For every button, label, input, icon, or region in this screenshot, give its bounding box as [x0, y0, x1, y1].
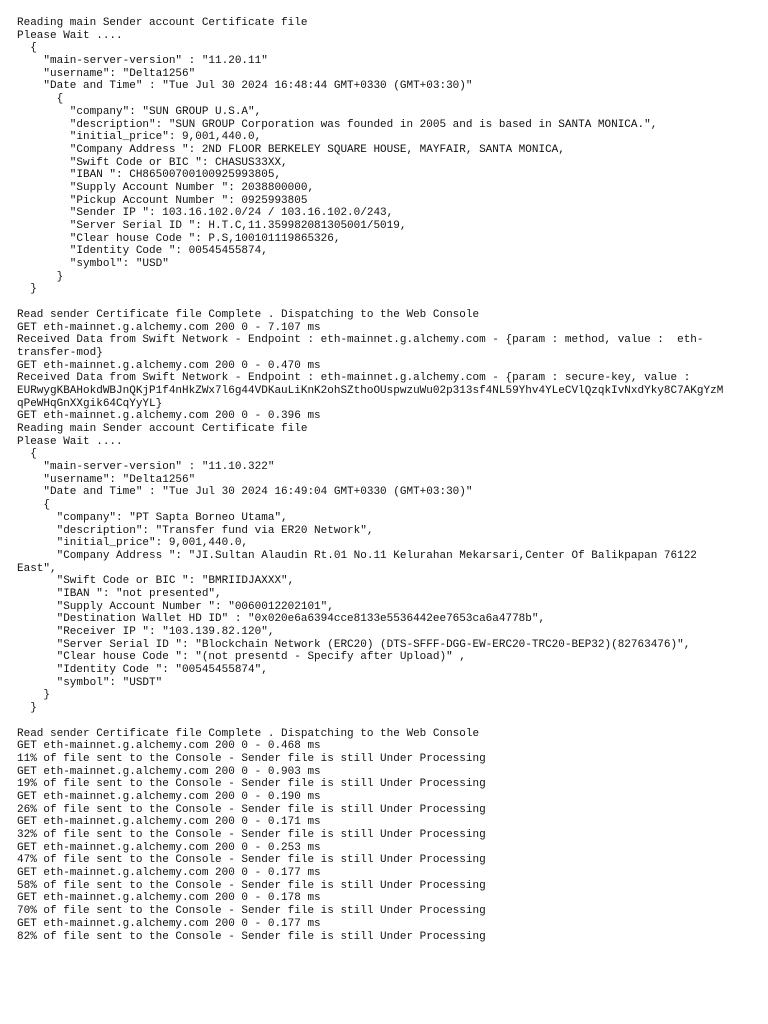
console-line: 11% of file sent to the Console - Sender file is still Under Processing: [17, 752, 486, 765]
console-line: "Sender IP ": 103.16.102.0/24 / 103.16.102.0/243,: [17, 207, 394, 220]
console-line: 82% of file sent to the Console - Sender file is still Under Processing: [17, 930, 486, 943]
console-line: "Supply Account Number ": 2038800000,: [17, 181, 315, 194]
console-line: }: [17, 283, 37, 296]
console-line: "Receiver IP ": "103.139.82.120",: [17, 626, 275, 638]
console-line: GET eth-mainnet.g.alchemy.com 200 0 - 0.253 ms: [17, 841, 321, 854]
console-line: "username": "Delta1256": [17, 67, 196, 80]
console-line: GET eth-mainnet.g.alchemy.com 200 0 - 0.190 ms: [17, 790, 321, 803]
console-line: 32% of file sent to the Console - Sender file is still Under Processing: [17, 829, 486, 841]
console-line: [17, 296, 751, 309]
console-line: "main-server-version" : "11.20.11": [17, 55, 268, 68]
console-line: }: [17, 702, 37, 715]
console-line: GET eth-mainnet.g.alchemy.com 200 0 - 0.178 ms: [17, 892, 321, 905]
console-line: "symbol": "USD": [17, 258, 169, 271]
console-line: "Identity Code ": 00545455874,: [17, 245, 268, 258]
console-line: "Server Serial ID ": "Blockchain Network (ERC20) (DTS-SFFF-DGG-EW-ERC20-TRC20-BEP32)(82763476)",: [17, 638, 691, 651]
console-line: Reading main Sender account Certificate file: [17, 17, 308, 29]
console-line: }: [17, 270, 64, 283]
console-line: Please Wait ....: [17, 29, 123, 42]
console-line: "IBAN ": CH86500700100925993805,: [17, 169, 282, 182]
console-line: "initial_price": 9,001,440.0,: [17, 131, 262, 144]
console-line: "main-server-version" : "11.10.322": [17, 461, 275, 474]
console-line: "Swift Code or BIC ": CHASUS33XX,: [17, 156, 288, 169]
console-line: GET eth-mainnet.g.alchemy.com 200 0 - 0.903 ms: [17, 765, 321, 778]
console-line: "IBAN ": "not presented",: [17, 587, 222, 600]
console-line: Received Data from Swift Network - Endpoint : eth-mainnet.g.alchemy.com - {param : method, value : eth-: [17, 334, 704, 347]
console-line: {: [17, 42, 37, 55]
console-line: qPeWHqGnXXgik64CqYyYL}: [17, 397, 163, 410]
console-line: "Date and Time" : "Tue Jul 30 2024 16:48:44 GMT+0330 (GMT+03:30)": [17, 80, 473, 93]
console-line: GET eth-mainnet.g.alchemy.com 200 0 - 0.177 ms: [17, 867, 321, 880]
console-line: GET eth-mainnet.g.alchemy.com 200 0 - 7.107 ms: [17, 321, 321, 334]
console-line: "Company Address ": "JI.Sultan Alaudin Rt.01 No.11 Kelurahan Mekarsari,Center Of Balikpapan 76122: [17, 549, 697, 562]
console-line: }: [17, 689, 51, 702]
console-line: "Destination Wallet HD ID" : "0x020e6a6394cce8133e5536442ee7653ca6a4778b",: [17, 613, 546, 626]
console-log: [17, 17, 751, 943]
console-line: {: [17, 499, 51, 512]
console-line: Please Wait ....: [17, 435, 123, 448]
console-line: "Company Address ": 2ND FLOOR BERKELEY SQUARE HOUSE, MAYFAIR, SANTA MONICA,: [17, 143, 565, 156]
console-line: East",: [17, 562, 57, 575]
console-line: Read sender Certificate file Complete . Dispatching to the Web Console: [17, 727, 480, 740]
console-line: 70% of file sent to the Console - Sender file is still Under Processing: [17, 905, 486, 918]
console-line: GET eth-mainnet.g.alchemy.com 200 0 - 0.468 ms: [17, 740, 321, 753]
console-line: [17, 715, 751, 728]
console-line: "company": "SUN GROUP U.S.A",: [17, 105, 262, 118]
console-line: EURwygKBAHokdWBJnQKjP1f4nHkZWx7l6g44VDKauLiKnK2ohSZthoOUspwzuWu02p313sf4NL59Yhv4YLeCVlQzqkIvNxdYky8C7AKgYzM: [17, 384, 724, 397]
console-line: Received Data from Swift Network - Endpoint : eth-mainnet.g.alchemy.com - {param : secure-key, value :: [17, 372, 691, 385]
console-line: "Swift Code or BIC ": "BMRIIDJAXXX",: [17, 575, 295, 588]
console-line: GET eth-mainnet.g.alchemy.com 200 0 - 0.171 ms: [17, 816, 321, 829]
console-line: 26% of file sent to the Console - Sender file is still Under Processing: [17, 803, 486, 816]
console-line: "Server Serial ID ": H.T.C,11.359982081305001/5019,: [17, 220, 407, 232]
console-line: GET eth-mainnet.g.alchemy.com 200 0 - 0.470 ms: [17, 359, 321, 372]
console-line: "Pickup Account Number ": 0925993805: [17, 194, 308, 207]
console-line: 19% of file sent to the Console - Sender file is still Under Processing: [17, 778, 486, 791]
console-line: "initial_price": 9,001,440.0,: [17, 537, 249, 550]
console-line: "description": "SUN GROUP Corporation was founded in 2005 and is based in SANTA MONICA.",: [17, 118, 658, 131]
console-line: GET eth-mainnet.g.alchemy.com 200 0 - 0.177 ms: [17, 917, 321, 930]
console-line: "Date and Time" : "Tue Jul 30 2024 16:49:04 GMT+0330 (GMT+03:30)": [17, 486, 473, 499]
console-line: "Supply Account Number ": "0060012202101",: [17, 600, 334, 613]
console-line: "company": "PT Sapta Borneo Utama",: [17, 511, 288, 524]
console-line: 47% of file sent to the Console - Sender file is still Under Processing: [17, 854, 486, 867]
console-line: GET eth-mainnet.g.alchemy.com 200 0 - 0.396 ms: [17, 410, 321, 423]
console-line: {: [17, 448, 37, 461]
console-line: "Clear house Code ": "(not presentd - Specify after Upload)" ,: [17, 651, 466, 664]
console-line: Reading main Sender account Certificate file: [17, 423, 308, 435]
console-line: "username": "Delta1256": [17, 473, 196, 486]
console-line: transfer-mod}: [17, 346, 103, 359]
console-line: {: [17, 93, 64, 106]
console-line: Read sender Certificate file Complete . Dispatching to the Web Console: [17, 308, 480, 321]
console-line: "description": "Transfer fund via ER20 Network",: [17, 524, 374, 537]
console-line: "Identity Code ": "00545455874",: [17, 664, 268, 677]
console-line: 58% of file sent to the Console - Sender file is still Under Processing: [17, 879, 486, 892]
console-line: "Clear house Code ": P.S,100101119865326,: [17, 232, 341, 245]
console-line: "symbol": "USDT": [17, 676, 163, 689]
